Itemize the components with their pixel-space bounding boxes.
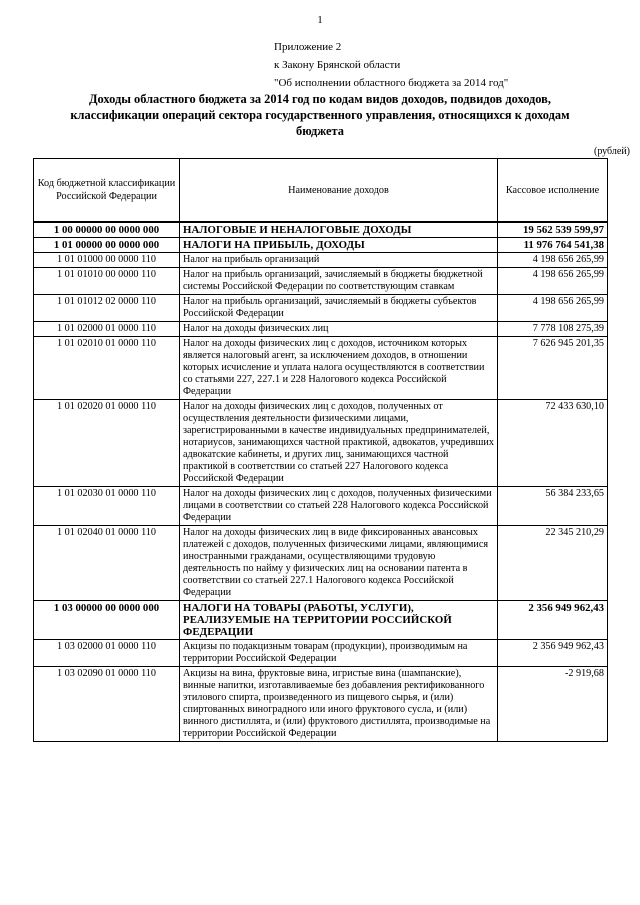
row-amount: -2 919,68 [498,667,608,742]
header-amount: Кассовое исполнение [498,159,608,223]
row-name: Налог на доходы физических лиц с доходов, источником которых является налоговый агент, за исключением доходов, в отношении которых исчисление и уплата налога осуществляются в соответствии со статьями 227, 227.1 и 228 Налогового кодекса Российской Федерации [180,337,498,400]
row-name: Налог на доходы физических лиц [180,322,498,337]
row-code: 1 00 00000 00 0000 000 [34,222,180,238]
annex-line-2: к Закону Брянской области [274,59,401,71]
row-amount: 4 198 656 265,99 [498,268,608,295]
annex-line-1: Приложение 2 [274,41,342,53]
row-name: Акцизы на вина, фруктовые вина, игристые вина (шампанские), винные напитки, изготавливаемые без добавления ректификованного этилового спирта, произведенного из пищевого сырья, и (или) спиртованных виноградного или иного фруктового сусла, и (или) винного дистиллята, и (или) фруктового дистиллята, производимые на территории Российской Федерации [180,667,498,742]
table-row [34,253,608,268]
units-label: (рублей) [593,146,630,157]
table-row [34,295,608,322]
revenue-table [33,158,608,742]
title-line-3: бюджета [296,124,344,138]
header-name: Наименование доходов [180,159,498,223]
row-name: Налог на доходы физических лиц в виде фиксированных авансовых платежей с доходов, полученных физическими лицами, являющимися иностранными гражданами, осуществляющими трудовую деятельность по найму у физических лиц на основании патента в соответствии со статьей 227.1 Налогового кодекса Российской Федерации [180,526,498,601]
row-amount: 7 626 945 201,35 [498,337,608,400]
table-row [34,400,608,487]
row-name: Налог на прибыль организаций, зачисляемый в бюджеты субъектов Российской Федерации [180,295,498,322]
row-name: Акцизы по подакцизным товарам (продукции), производимым на территории Российской Федерации [180,640,498,667]
header-code: Код бюджетной классификации Российской Федерации [34,159,180,223]
row-name: Налог на прибыль организаций [180,253,498,268]
table-row [34,238,608,253]
row-code: 1 01 02010 01 0000 110 [34,337,180,400]
row-code: 1 03 02090 01 0000 110 [34,667,180,742]
row-code: 1 01 00000 00 0000 000 [34,238,180,253]
row-code: 1 03 02000 01 0000 110 [34,640,180,667]
row-amount: 56 384 233,65 [498,487,608,526]
row-name: Налог на прибыль организаций, зачисляемый в бюджеты бюджетной системы Российской Федерации по соответствующим ставкам [180,268,498,295]
table-row [34,640,608,667]
row-amount: 72 433 630,10 [498,400,608,487]
table-row [34,526,608,601]
row-code: 1 01 01010 00 0000 110 [34,268,180,295]
row-name: НАЛОГОВЫЕ И НЕНАЛОГОВЫЕ ДОХОДЫ [180,222,498,238]
row-name: Налог на доходы физических лиц с доходов, полученных физическими лицами в соответствии со статьей 228 Налогового кодекса Российской Федерации [180,487,498,526]
title-line-2: классификации операций сектора государственного управления, относящихся к доходам [70,108,570,122]
table-header-row [34,159,608,223]
row-code: 1 01 02030 01 0000 110 [34,487,180,526]
row-amount: 4 198 656 265,99 [498,295,608,322]
table-row [34,487,608,526]
row-code: 1 03 00000 00 0000 000 [34,601,180,640]
table-row [34,337,608,400]
row-amount: 22 345 210,29 [498,526,608,601]
table-row [34,322,608,337]
row-amount: 11 976 764 541,38 [498,238,608,253]
row-name: НАЛОГИ НА ПРИБЫЛЬ, ДОХОДЫ [180,238,498,253]
annex-header [274,38,508,92]
table-row [34,667,608,742]
row-name: НАЛОГИ НА ТОВАРЫ (РАБОТЫ, УСЛУГИ), РЕАЛИЗУЕМЫЕ НА ТЕРРИТОРИИ РОССИЙСКОЙ ФЕДЕРАЦИИ [180,601,498,640]
title-line-1: Доходы областного бюджета за 2014 год по кодам видов доходов, подвидов доходов, [89,92,551,106]
row-code: 1 01 02020 01 0000 110 [34,400,180,487]
table-row [34,268,608,295]
annex-line-3: "Об исполнении областного бюджета за 2014 год" [274,77,509,89]
row-code: 1 01 02000 01 0000 110 [34,322,180,337]
row-amount: 4 198 656 265,99 [498,253,608,268]
page-number: 1 [317,14,323,26]
row-amount: 19 562 539 599,97 [498,222,608,238]
table-row [34,222,608,238]
row-amount: 2 356 949 962,43 [498,640,608,667]
row-code: 1 01 02040 01 0000 110 [34,526,180,601]
row-name: Налог на доходы физических лиц с доходов, полученных от осуществления деятельности физическими лицами, зарегистрированными в качестве индивидуальных предпринимателей, нотариусов, занимающихся частной практикой, адвокатов, учредивших адвокатские кабинеты, и других лиц, занимающихся частной практикой в соответствии со статьей 227 Налогового кодекса Российской Федерации [180,400,498,487]
row-code: 1 01 01012 02 0000 110 [34,295,180,322]
row-amount: 2 356 949 962,43 [498,601,608,640]
row-code: 1 01 01000 00 0000 110 [34,253,180,268]
document-title [28,91,612,139]
table-row [34,601,608,640]
row-amount: 7 778 108 275,39 [498,322,608,337]
